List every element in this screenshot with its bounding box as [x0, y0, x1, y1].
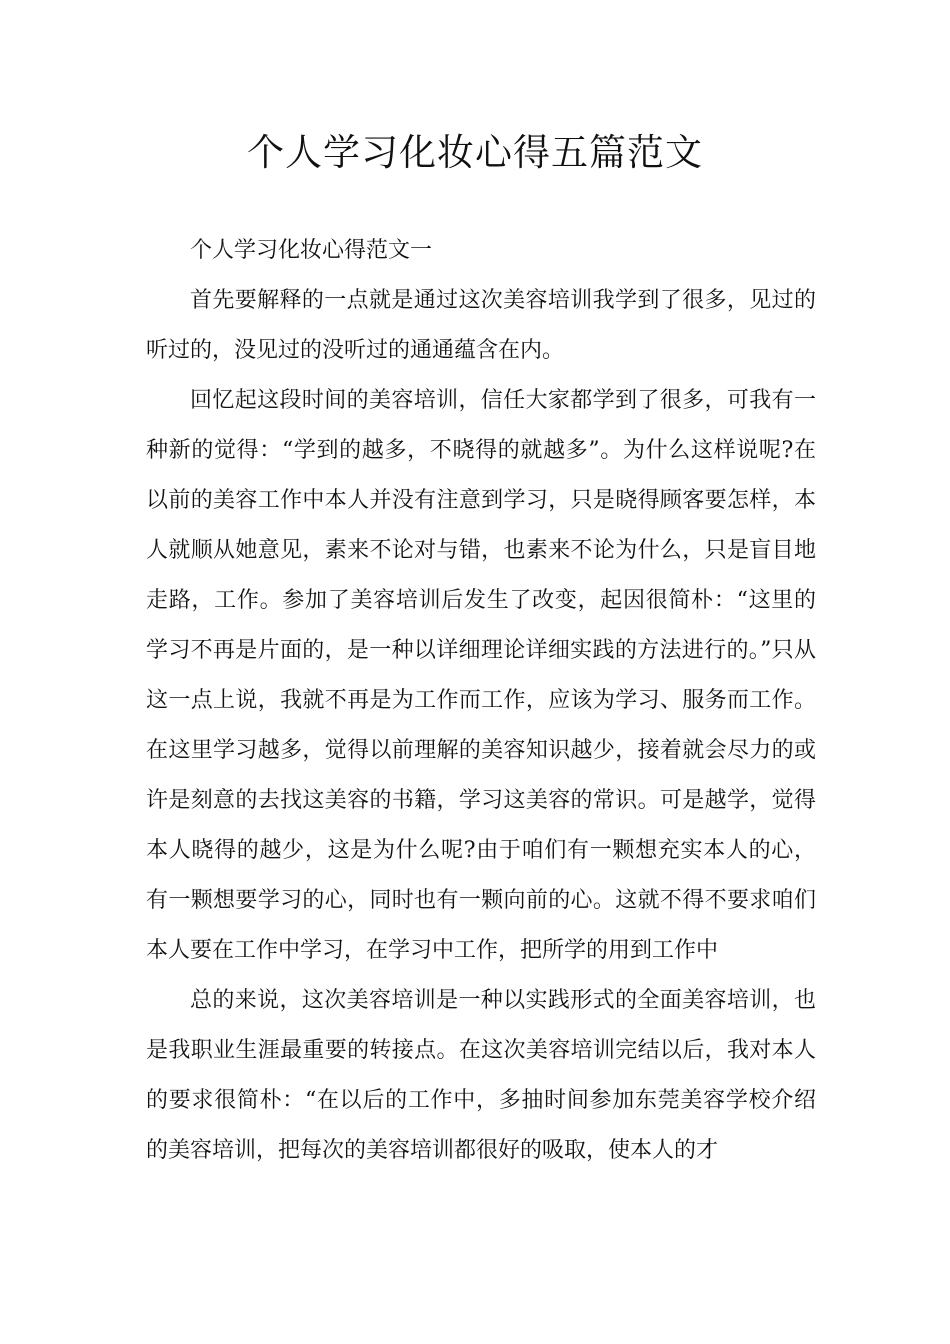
section-heading: 个人学习化妆心得范文一: [190, 238, 433, 263]
document-body: [146, 226, 816, 1176]
paragraph-3: 总的来说，这次美容培训是一种以实践形式的全面美容培训，也是我职业生涯最重要的转接点。在这次美容培训完结以后，我对本人的要求很简朴：“在以后的工作中，多抽时间参加东莞美容学校介绍的美容培训，把每次的美容培训都很好的吸取，使本人的才: [146, 988, 816, 1163]
document-title: 个人学习化妆心得五篇范文: [247, 131, 703, 174]
paragraph-2: 回忆起这段时间的美容培训，信任大家都学到了很多，可我有一种新的觉得：“学到的越多，不晓得的就越多”。为什么这样说呢?在以前的美容工作中本人并没有注意到学习，只是晓得顾客要怎样，本人就顺从她意见，素来不论对与错，也素来不论为什么，只是盲目地走路，工作。参加了美容培训后发生了改变，起因很简朴：“这里的学习不再是片面的，是一种以详细理论详细实践的方法进行的。”只从这一点上说，我就不再是为工作而工作，应该为学习、服务而工作。在这里学习越多，觉得以前理解的美容知识越少，接着就会尽力的或许是刻意的去找这美容的书籍，学习这美容的常识。可是越学，觉得本人晓得的越少，这是为什么呢?由于咱们有一颗想充实本人的心，有一颗想要学习的心，同时也有一颗向前的心。这就不得不要求咱们本人要在工作中学习，在学习中工作，把所学的用到工作中: [146, 388, 816, 963]
paragraph-1: 首先要解释的一点就是通过这次美容培训我学到了很多，见过的听过的，没见过的没听过的通通蕴含在内。: [146, 288, 816, 363]
